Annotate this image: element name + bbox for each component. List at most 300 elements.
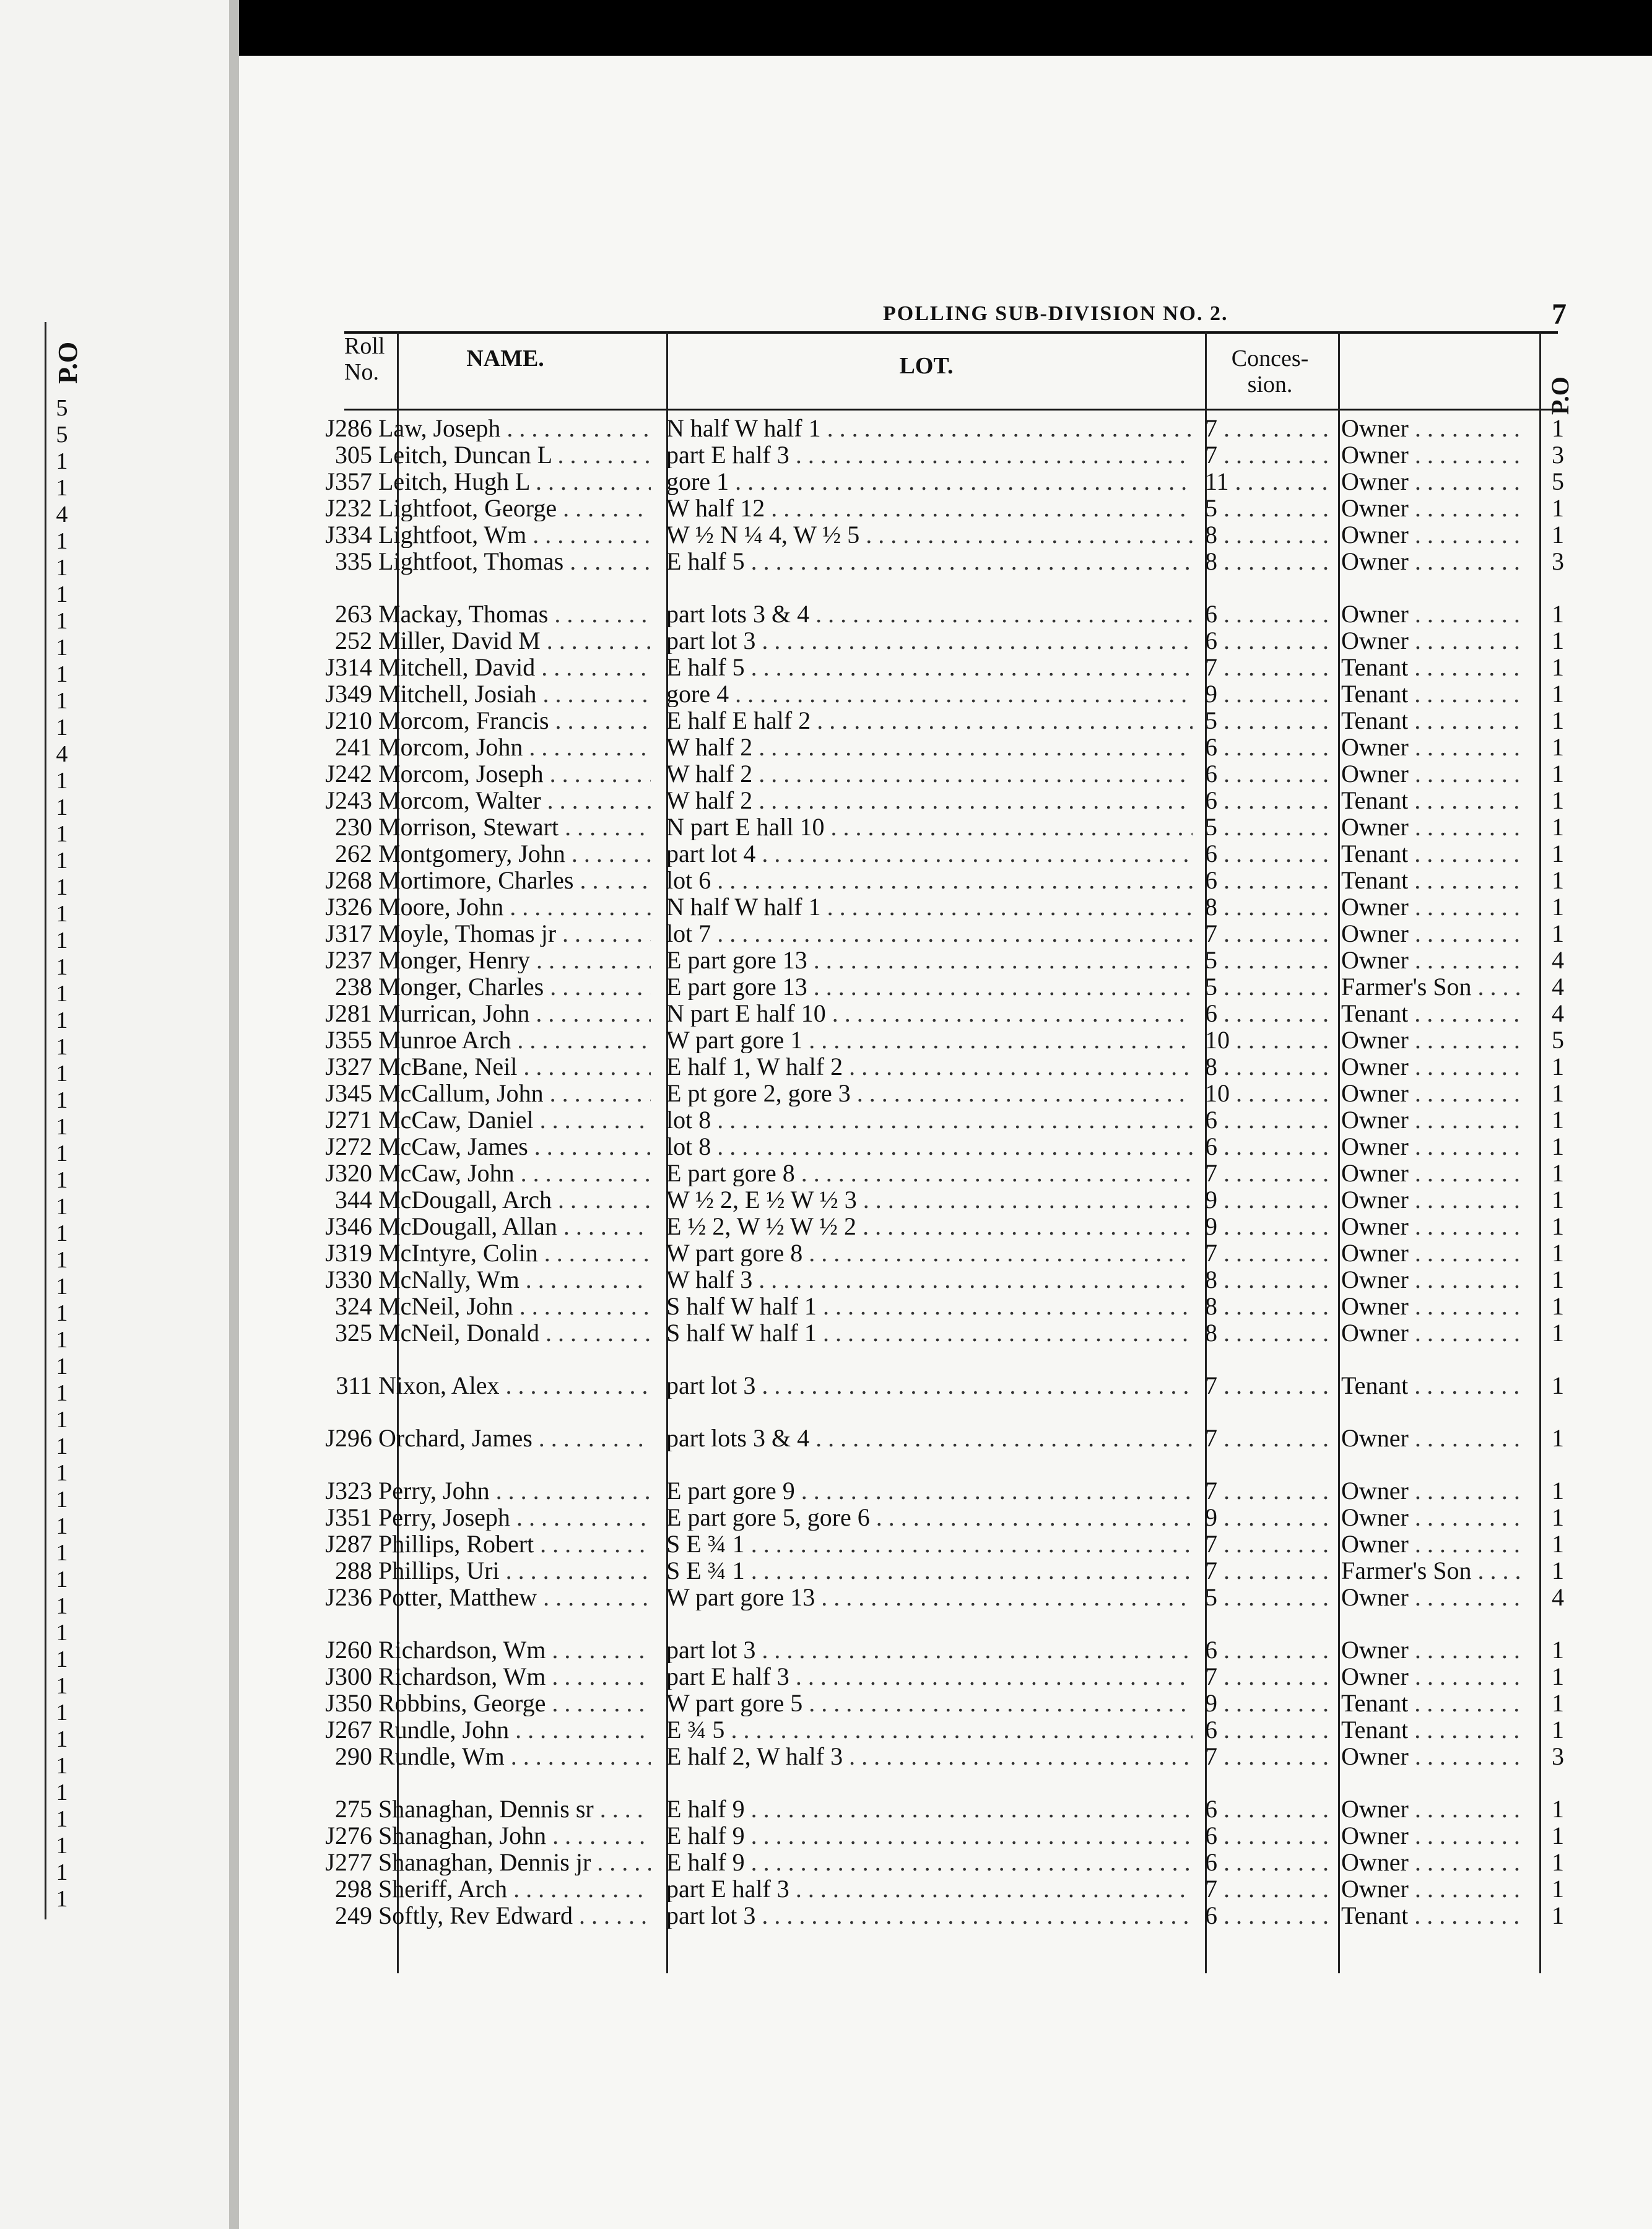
concession: 8 . . . [1205, 1293, 1335, 1319]
post-office: 4 [1552, 1583, 1564, 1611]
left-po-number: 1 [56, 954, 68, 980]
status: Owner . . . [1341, 1266, 1527, 1293]
roll-number: J232 [325, 494, 372, 522]
left-po-number: 1 [56, 874, 68, 900]
left-po-number: 1 [56, 1886, 68, 1912]
elector-name: McCallum, John . . . [378, 1080, 651, 1106]
roll-number: J350 [325, 1689, 372, 1717]
elector-name: Phillips, Uri . . . [378, 1557, 651, 1584]
column-header-name: NAME. [466, 345, 544, 372]
left-po-number: 1 [56, 1833, 68, 1859]
lot-description: E half 9 . . . [666, 1849, 1193, 1875]
status: Tenant . . . [1341, 680, 1527, 707]
concession: 8 . . . [1205, 548, 1335, 575]
elector-name: Sheriff, Arch . . . [378, 1875, 651, 1902]
table-row [239, 1902, 1652, 1929]
table-row [239, 548, 1652, 575]
status: Tenant . . . [1341, 1690, 1527, 1716]
roll-number: J286 [325, 414, 372, 442]
concession: 6 . . . [1205, 627, 1335, 654]
table-row [239, 468, 1652, 495]
elector-name: Leitch, Duncan L . . . [378, 441, 651, 468]
status: Tenant . . . [1341, 1716, 1527, 1743]
lot-description: part lot 3 . . . [666, 1902, 1193, 1929]
post-office: 1 [1552, 1239, 1564, 1267]
lot-description: E half E half 2 . . . [666, 707, 1193, 734]
status: Tenant . . . [1341, 1902, 1527, 1929]
roll-number: J326 [325, 893, 372, 921]
post-office: 1 [1552, 627, 1564, 654]
concession: 7 . . . [1205, 441, 1335, 468]
roll-number: J327 [325, 1053, 372, 1080]
lot-description: W half 12 . . . [666, 495, 1193, 521]
status: Owner . . . [1341, 601, 1527, 627]
table-row [239, 1743, 1652, 1770]
status: Owner . . . [1341, 947, 1527, 973]
lot-description: N half W half 1 . . . [666, 415, 1193, 441]
left-po-number: 1 [56, 1274, 68, 1300]
table-row [239, 1477, 1652, 1504]
status: Owner . . . [1341, 415, 1527, 441]
concession: 7 . . . [1205, 1557, 1335, 1584]
post-office: 1 [1552, 600, 1564, 628]
roll-number: 263 [335, 600, 372, 628]
left-po-number: 1 [56, 1779, 68, 1805]
status: Owner . . . [1341, 1425, 1527, 1451]
elector-name: McCaw, James . . . [378, 1133, 651, 1160]
lot-description: W half 3 . . . [666, 1266, 1193, 1293]
concession: 8 . . . [1205, 1319, 1335, 1346]
status: Owner . . . [1341, 1796, 1527, 1822]
lot-description: N part E half 10 . . . [666, 1000, 1193, 1027]
elector-name: Nixon, Alex . . . [378, 1372, 651, 1399]
lot-description: W half 2 . . . [666, 787, 1193, 814]
concession: 7 . . . [1205, 1477, 1335, 1504]
roll-number: 230 [335, 813, 372, 841]
lot-description: N half W half 1 . . . [666, 893, 1193, 920]
table-row [239, 1372, 1652, 1399]
concession: 7 . . . [1205, 920, 1335, 947]
table-row [239, 893, 1652, 920]
page-header: POLLING SUB-DIVISION NO. 2. [883, 302, 1228, 325]
book-gutter [229, 0, 239, 2229]
left-po-number: 5 [56, 395, 68, 421]
status: Owner . . . [1341, 1293, 1527, 1319]
table-row [239, 627, 1652, 654]
elector-name: Mitchell, David . . . [378, 654, 651, 680]
post-office: 1 [1552, 1132, 1564, 1160]
table-row [239, 1133, 1652, 1160]
elector-name: Moyle, Thomas jr . . . [378, 920, 651, 947]
roll-number: J243 [325, 786, 372, 814]
left-po-number: 1 [56, 1540, 68, 1566]
post-office: 1 [1552, 1557, 1564, 1584]
lot-description: E pt gore 2, gore 3 . . . [666, 1080, 1193, 1106]
elector-name: Perry, John . . . [378, 1477, 651, 1504]
status: Owner . . . [1341, 1240, 1527, 1266]
post-office: 3 [1552, 547, 1564, 575]
post-office: 1 [1552, 786, 1564, 814]
left-po-number: 1 [56, 1300, 68, 1326]
post-office: 1 [1552, 414, 1564, 442]
status: Owner . . . [1341, 1531, 1527, 1557]
lot-description: E part gore 13 . . . [666, 947, 1193, 973]
concession: 5 . . . [1205, 707, 1335, 734]
left-po-number: 1 [56, 928, 68, 954]
status: Tenant . . . [1341, 867, 1527, 893]
left-po-number: 1 [56, 688, 68, 714]
lot-description: S half W half 1 . . . [666, 1293, 1193, 1319]
left-po-number: 1 [56, 981, 68, 1007]
status: Tenant . . . [1341, 840, 1527, 867]
table-row [239, 680, 1652, 707]
roll-number: J323 [325, 1477, 372, 1505]
post-office: 4 [1552, 973, 1564, 1001]
left-po-number: 1 [56, 1487, 68, 1513]
lot-description: part lot 4 . . . [666, 840, 1193, 867]
left-po-heading: P.O [53, 341, 83, 384]
post-office: 1 [1552, 1477, 1564, 1505]
left-po-number: 1 [56, 794, 68, 820]
table-row [239, 1716, 1652, 1743]
roll-number: J276 [325, 1822, 372, 1849]
roll-number: J296 [325, 1424, 372, 1452]
post-office: 1 [1552, 680, 1564, 708]
status: Owner . . . [1341, 1160, 1527, 1186]
left-po-number: 1 [56, 1007, 68, 1033]
table-row [239, 1822, 1652, 1849]
left-po-number: 1 [56, 1593, 68, 1619]
column-header-po: P.O [1546, 376, 1574, 415]
lot-description: part lot 3 . . . [666, 1636, 1193, 1663]
table-row [239, 654, 1652, 680]
table-row [239, 1213, 1652, 1240]
left-po-number: 1 [56, 1087, 68, 1113]
post-office: 1 [1552, 1795, 1564, 1823]
left-po-number: 1 [56, 1247, 68, 1273]
post-office: 1 [1552, 494, 1564, 522]
status: Owner . . . [1341, 920, 1527, 947]
post-office: 1 [1552, 1530, 1564, 1558]
lot-description: gore 4 . . . [666, 680, 1193, 707]
roll-number: J277 [325, 1848, 372, 1876]
concession: 7 . . . [1205, 1240, 1335, 1266]
roll-number: J210 [325, 706, 372, 734]
roll-number: J260 [325, 1636, 372, 1664]
left-po-number: 1 [56, 848, 68, 874]
lot-description: W half 2 . . . [666, 760, 1193, 787]
elector-name: McNeil, John . . . [378, 1293, 651, 1319]
concession: 6 . . . [1205, 1636, 1335, 1663]
lot-description: lot 8 . . . [666, 1133, 1193, 1160]
elector-name: Lightfoot, George . . . [378, 495, 651, 521]
lot-description: part E half 3 . . . [666, 1663, 1193, 1690]
elector-name: Morcom, John . . . [378, 734, 651, 760]
lot-description: W ½ 2, E ½ W ½ 3 . . . [666, 1186, 1193, 1213]
concession: 6 . . . [1205, 1716, 1335, 1743]
roll-number: 249 [335, 1901, 372, 1929]
table-row [239, 1636, 1652, 1663]
post-office: 4 [1552, 999, 1564, 1027]
status: Tenant . . . [1341, 1372, 1527, 1399]
table-row [239, 495, 1652, 521]
left-po-number: 1 [56, 555, 68, 581]
concession: 10 . . . [1205, 1027, 1335, 1053]
left-page-fragment [0, 0, 233, 2229]
post-office: 1 [1552, 1689, 1564, 1717]
table-top-rule [344, 331, 1558, 334]
concession: 7 . . . [1205, 1425, 1335, 1451]
roll-number: J319 [325, 1239, 372, 1267]
concession: 5 . . . [1205, 973, 1335, 1000]
status: Owner . . . [1341, 1133, 1527, 1160]
column-header-lot: LOT. [899, 353, 954, 379]
lot-description: W ½ N ¼ 4, W ½ 5 . . . [666, 521, 1193, 548]
post-office: 1 [1552, 1053, 1564, 1080]
left-po-number: 1 [56, 1353, 68, 1380]
elector-name: Morcom, Walter . . . [378, 787, 651, 814]
elector-name: Richardson, Wm . . . [378, 1636, 651, 1663]
table-row [239, 973, 1652, 1000]
status: Owner . . . [1341, 893, 1527, 920]
left-po-number: 1 [56, 608, 68, 634]
status: Owner . . . [1341, 548, 1527, 575]
post-office: 1 [1552, 1901, 1564, 1929]
roll-number: J320 [325, 1159, 372, 1187]
concession: 5 . . . [1205, 495, 1335, 521]
left-po-number: 4 [56, 502, 68, 528]
table-row [239, 1053, 1652, 1080]
status: Farmer's Son . . . [1341, 973, 1527, 1000]
elector-name: Morcom, Francis . . . [378, 707, 651, 734]
table-row [239, 1796, 1652, 1822]
table-row [239, 1106, 1652, 1133]
concession: 7 . . . [1205, 1663, 1335, 1690]
table-row [239, 920, 1652, 947]
post-office: 1 [1552, 1266, 1564, 1293]
elector-name: McNally, Wm . . . [378, 1266, 651, 1293]
table-row [239, 1240, 1652, 1266]
elector-name: McCaw, Daniel . . . [378, 1106, 651, 1133]
left-po-number: 1 [56, 581, 68, 607]
post-office: 4 [1552, 946, 1564, 974]
concession: 7 . . . [1205, 1372, 1335, 1399]
status: Owner . . . [1341, 1504, 1527, 1531]
page-number: 7 [1552, 298, 1567, 331]
concession: 8 . . . [1205, 521, 1335, 548]
post-office: 1 [1552, 813, 1564, 841]
concession: 9 . . . [1205, 680, 1335, 707]
elector-name: McDougall, Allan . . . [378, 1213, 651, 1240]
left-po-number: 1 [56, 1646, 68, 1672]
status: Owner . . . [1341, 468, 1527, 495]
lot-description: E half 5 . . . [666, 548, 1193, 575]
lot-description: W half 2 . . . [666, 734, 1193, 760]
left-po-number: 1 [56, 1726, 68, 1752]
post-office: 1 [1552, 521, 1564, 549]
left-po-number: 1 [56, 1513, 68, 1539]
concession: 9 . . . [1205, 1690, 1335, 1716]
status: Owner . . . [1341, 1743, 1527, 1770]
post-office: 1 [1552, 1848, 1564, 1876]
concession: 6 . . . [1205, 867, 1335, 893]
roll-number: J346 [325, 1212, 372, 1240]
lot-description: E half 2, W half 3 . . . [666, 1743, 1193, 1770]
left-po-number: 1 [56, 1141, 68, 1167]
concession: 6 . . . [1205, 1902, 1335, 1929]
elector-name: Perry, Joseph . . . [378, 1504, 651, 1531]
table-row [239, 1849, 1652, 1875]
elector-name: Richardson, Wm . . . [378, 1663, 651, 1690]
status: Owner . . . [1341, 441, 1527, 468]
lot-description: S half W half 1 . . . [666, 1319, 1193, 1346]
post-office: 1 [1552, 840, 1564, 867]
table-row [239, 1186, 1652, 1213]
post-office: 1 [1552, 1662, 1564, 1690]
elector-name: Shanaghan, John . . . [378, 1822, 651, 1849]
status: Owner . . . [1341, 1080, 1527, 1106]
elector-name: Rundle, John . . . [378, 1716, 651, 1743]
status: Owner . . . [1341, 627, 1527, 654]
status: Tenant . . . [1341, 707, 1527, 734]
concession: 6 . . . [1205, 1822, 1335, 1849]
elector-name: Monger, Charles . . . [378, 973, 651, 1000]
table-row [239, 521, 1652, 548]
table-row [239, 760, 1652, 787]
lot-description: E half 1, W half 2 . . . [666, 1053, 1193, 1080]
status: Farmer's Son . . . [1341, 1557, 1527, 1584]
roll-number: 262 [335, 840, 372, 867]
elector-name: Munroe Arch . . . [378, 1027, 651, 1053]
left-po-number: 1 [56, 1407, 68, 1433]
concession: 6 . . . [1205, 601, 1335, 627]
roll-number: J355 [325, 1026, 372, 1054]
roll-number: 290 [335, 1742, 372, 1770]
roll-number: 298 [335, 1875, 372, 1903]
status: Owner . . . [1341, 1822, 1527, 1849]
roll-number: J334 [325, 521, 372, 549]
table-row [239, 787, 1652, 814]
table-row [239, 814, 1652, 840]
status: Owner . . . [1341, 1663, 1527, 1690]
elector-name: Moore, John . . . [378, 893, 651, 920]
post-office: 1 [1552, 706, 1564, 734]
column-header-roll: Roll No. [344, 333, 385, 385]
lot-description: E half 5 . . . [666, 654, 1193, 680]
concession: 11 . . . [1205, 468, 1335, 495]
table-row [239, 1504, 1652, 1531]
status: Owner . . . [1341, 760, 1527, 787]
table-row [239, 707, 1652, 734]
status: Owner . . . [1341, 734, 1527, 760]
roll-number: J330 [325, 1266, 372, 1293]
roll-number: J281 [325, 999, 372, 1027]
post-office: 3 [1552, 1742, 1564, 1770]
table-row [239, 601, 1652, 627]
post-office: 1 [1552, 760, 1564, 788]
concession: 5 . . . [1205, 947, 1335, 973]
roll-number: J267 [325, 1716, 372, 1744]
elector-name: Morcom, Joseph . . . [378, 760, 651, 787]
concession: 5 . . . [1205, 814, 1335, 840]
concession: 8 . . . [1205, 1053, 1335, 1080]
roll-number: 238 [335, 973, 372, 1001]
status: Owner . . . [1341, 1849, 1527, 1875]
table-row [239, 1266, 1652, 1293]
elector-name: Lightfoot, Thomas . . . [378, 548, 651, 575]
left-po-number: 1 [56, 1673, 68, 1699]
elector-name: McCaw, John . . . [378, 1160, 651, 1186]
lot-description: S E ¾ 1 . . . [666, 1531, 1193, 1557]
left-po-number: 1 [56, 661, 68, 687]
left-po-number: 1 [56, 715, 68, 741]
concession: 10 . . . [1205, 1080, 1335, 1106]
lot-description: E half 9 . . . [666, 1796, 1193, 1822]
concession: 5 . . . [1205, 1584, 1335, 1610]
post-office: 1 [1552, 1424, 1564, 1452]
concession: 7 . . . [1205, 1743, 1335, 1770]
table-header-rule [344, 409, 1558, 411]
elector-name: Murrican, John . . . [378, 1000, 651, 1027]
status: Owner . . . [1341, 495, 1527, 521]
roll-number: J349 [325, 680, 372, 708]
status: Owner . . . [1341, 1584, 1527, 1610]
concession: 6 . . . [1205, 760, 1335, 787]
post-office: 1 [1552, 1716, 1564, 1744]
elector-name: McIntyre, Colin . . . [378, 1240, 651, 1266]
roll-number: 241 [335, 733, 372, 761]
elector-name: Shanaghan, Dennis jr . . . [378, 1849, 651, 1875]
post-office: 1 [1552, 1822, 1564, 1849]
concession: 6 . . . [1205, 1106, 1335, 1133]
elector-name: McDougall, Arch . . . [378, 1186, 651, 1213]
post-office: 1 [1552, 1371, 1564, 1399]
lot-description: part lots 3 & 4 . . . [666, 1425, 1193, 1451]
concession: 8 . . . [1205, 1266, 1335, 1293]
post-office: 1 [1552, 653, 1564, 681]
roll-number: J268 [325, 866, 372, 894]
lot-description: lot 6 . . . [666, 867, 1193, 893]
left-po-number: 1 [56, 768, 68, 794]
roll-number: J236 [325, 1583, 372, 1611]
roll-number: 344 [335, 1186, 372, 1214]
elector-name: Mortimore, Charles . . . [378, 867, 651, 893]
elector-name: Law, Joseph . . . [378, 415, 651, 441]
left-po-number: 1 [56, 1433, 68, 1459]
roll-number: J287 [325, 1530, 372, 1558]
post-office: 1 [1552, 893, 1564, 921]
table-row [239, 415, 1652, 441]
roll-number: J271 [325, 1106, 372, 1134]
post-office: 1 [1552, 1292, 1564, 1320]
roll-number: J314 [325, 653, 372, 681]
concession: 6 . . . [1205, 840, 1335, 867]
concession: 9 . . . [1205, 1504, 1335, 1531]
concession: 6 . . . [1205, 1796, 1335, 1822]
status: Tenant . . . [1341, 654, 1527, 680]
post-office: 3 [1552, 441, 1564, 469]
status: Tenant . . . [1341, 1000, 1527, 1027]
roll-number: 305 [335, 441, 372, 469]
table-row [239, 840, 1652, 867]
left-po-number: 5 [56, 422, 68, 448]
elector-name: McNeil, Donald . . . [378, 1319, 651, 1346]
post-office: 1 [1552, 1319, 1564, 1347]
concession: 9 . . . [1205, 1186, 1335, 1213]
page [239, 56, 1652, 2229]
left-po-number: 1 [56, 475, 68, 501]
left-column-rule [45, 322, 46, 1919]
